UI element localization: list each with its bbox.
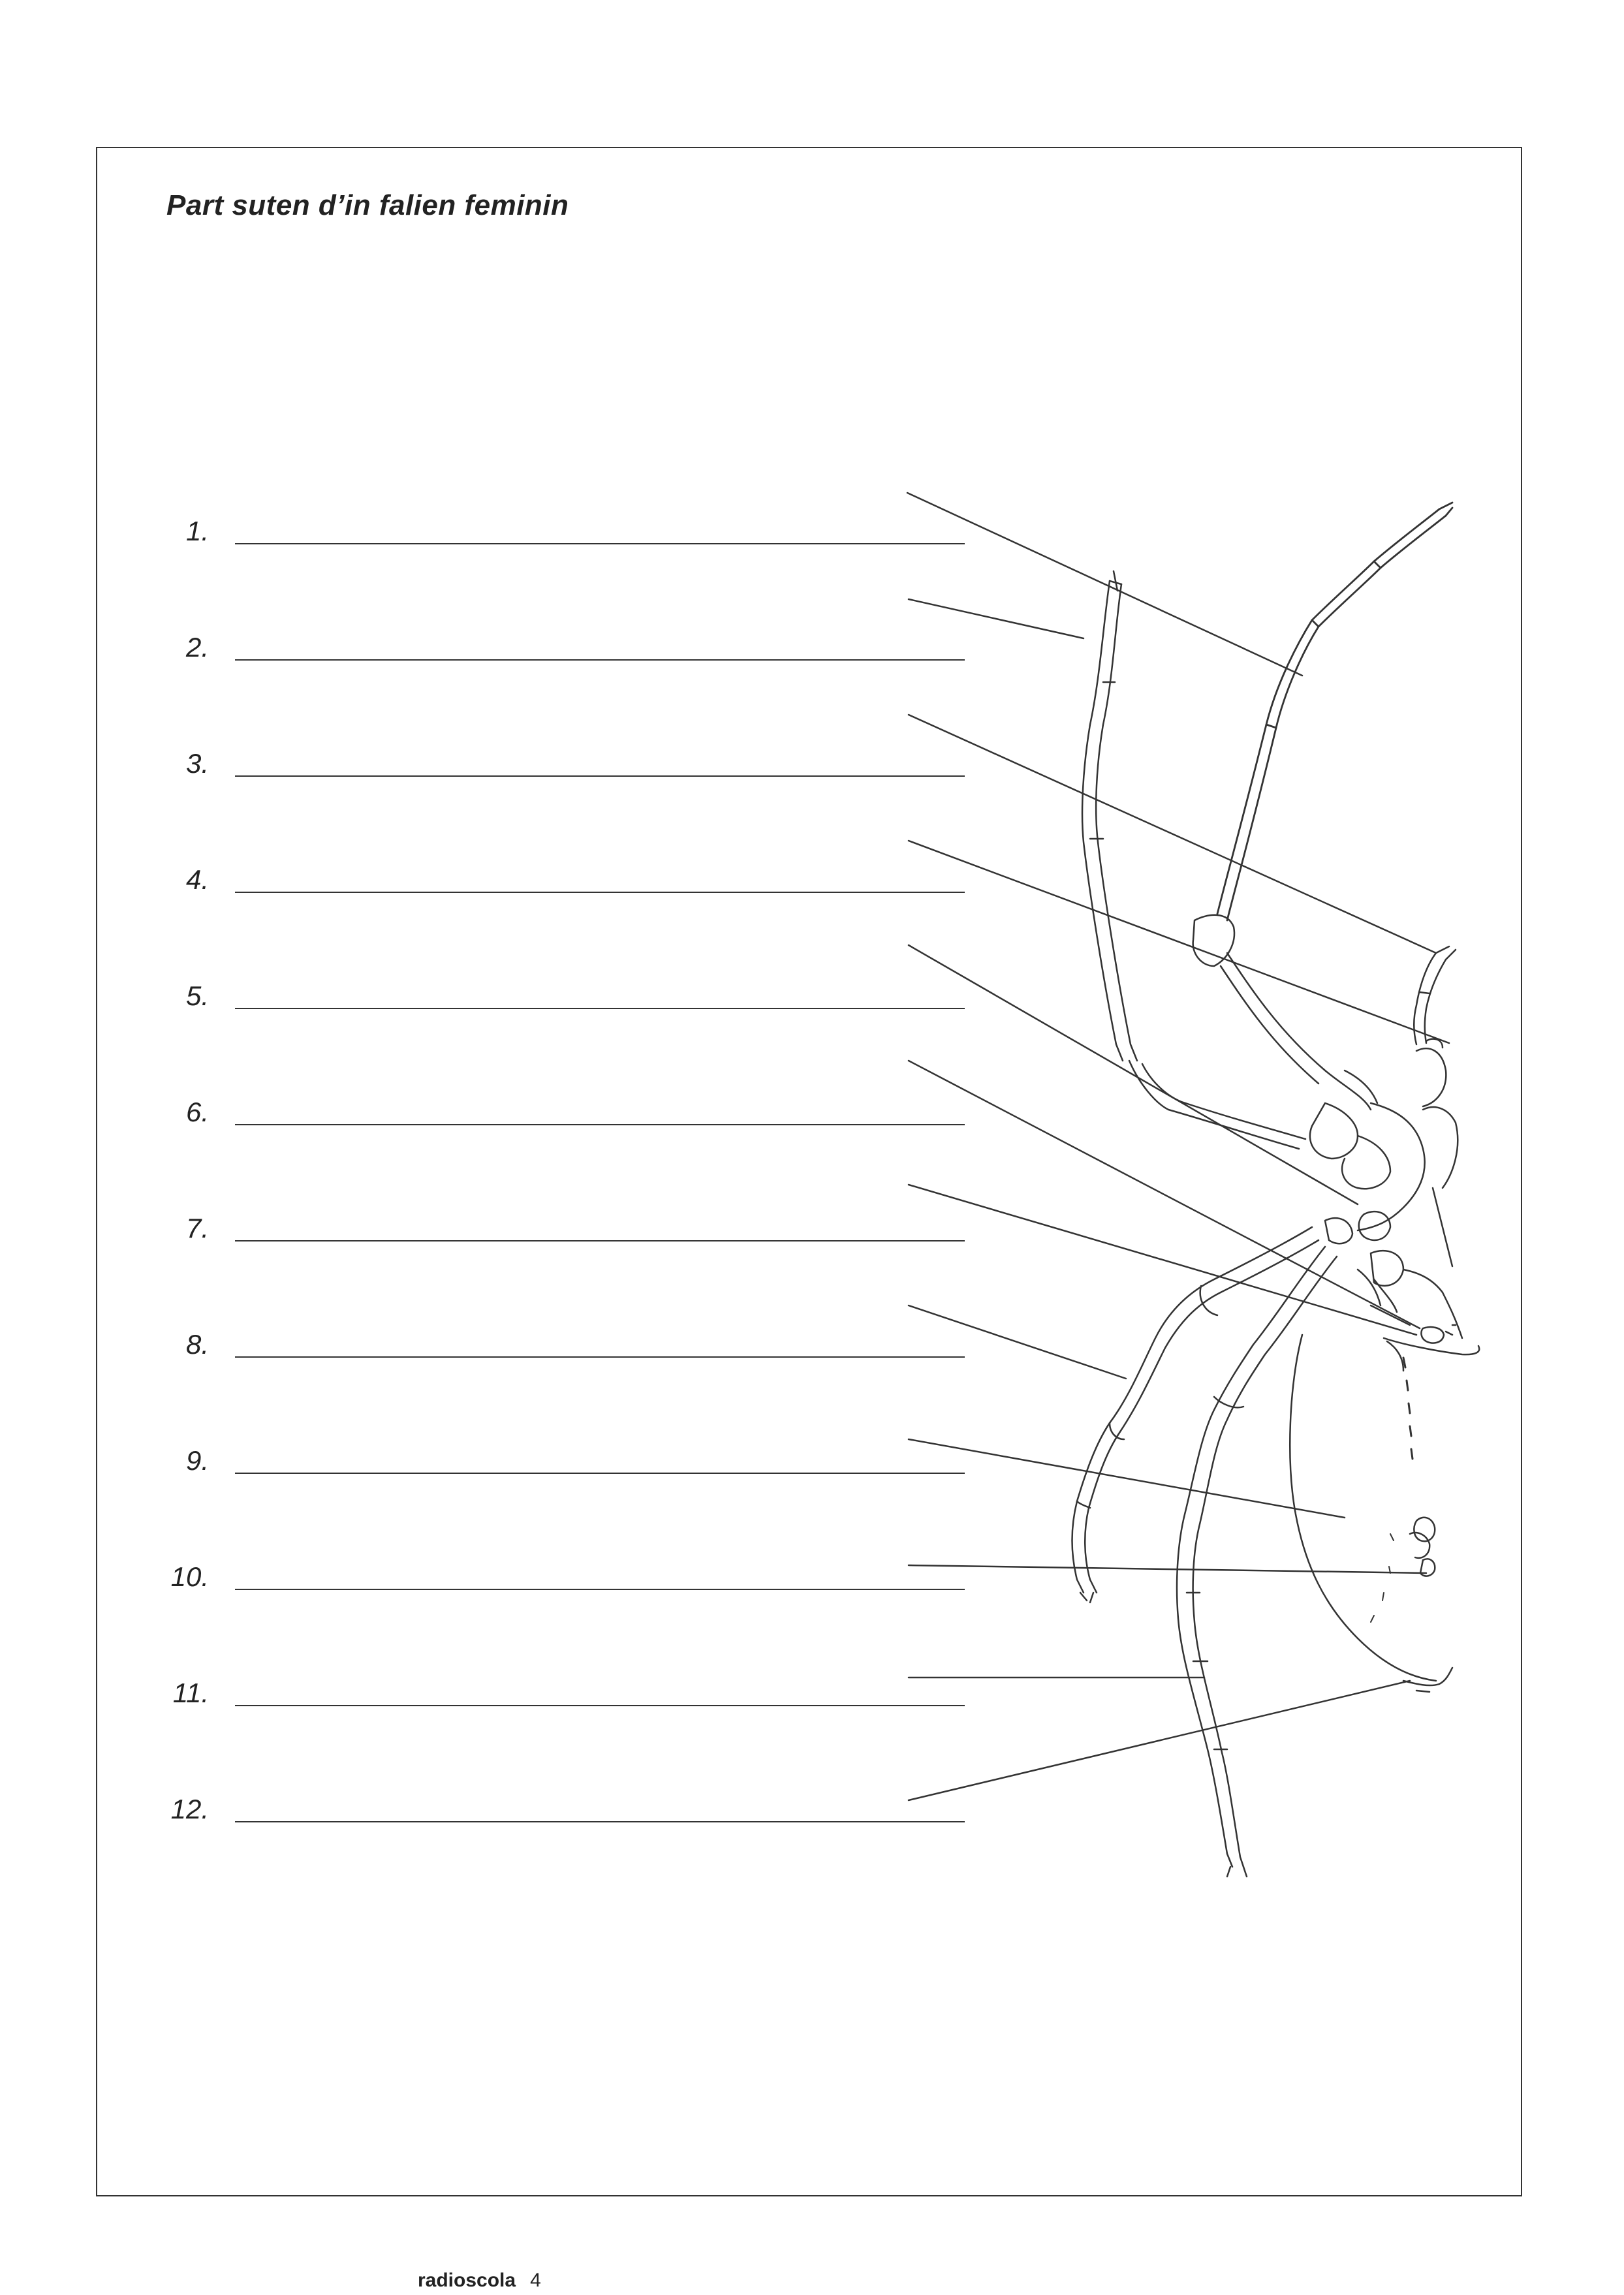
spider-leg-1 <box>1217 503 1452 920</box>
item-number-12: 12. <box>170 1794 209 1824</box>
spider-leg-segment-upper-right <box>1193 915 1377 1110</box>
item-number-4: 4. <box>185 864 209 895</box>
item-number-9: 9. <box>185 1445 209 1476</box>
item-number-7: 7. <box>185 1213 209 1243</box>
footer-page-number: 4 <box>530 2270 541 2291</box>
item-number-2: 2. <box>185 632 209 663</box>
item-number-8: 8. <box>185 1329 209 1360</box>
worksheet-title: Part suten d’in falien feminin <box>166 189 569 221</box>
item-number-6: 6. <box>185 1097 209 1127</box>
spider-abdomen <box>1290 1327 1479 1692</box>
leader-lines <box>907 493 1449 1800</box>
page-footer <box>418 2270 541 2292</box>
spider-leg-4 <box>1177 1247 1337 1877</box>
spider-pedipalp <box>1414 946 1456 1044</box>
spider-cephalothorax <box>1310 1039 1462 1338</box>
footer-brand: radioscola <box>418 2270 516 2291</box>
item-number-5: 5. <box>185 980 209 1011</box>
item-number-11: 11. <box>172 1678 209 1708</box>
item-number-10: 10. <box>170 1561 209 1592</box>
item-number-3: 3. <box>185 748 209 779</box>
item-number-1: 1. <box>185 516 209 546</box>
spider-leg-2 <box>1082 571 1305 1149</box>
